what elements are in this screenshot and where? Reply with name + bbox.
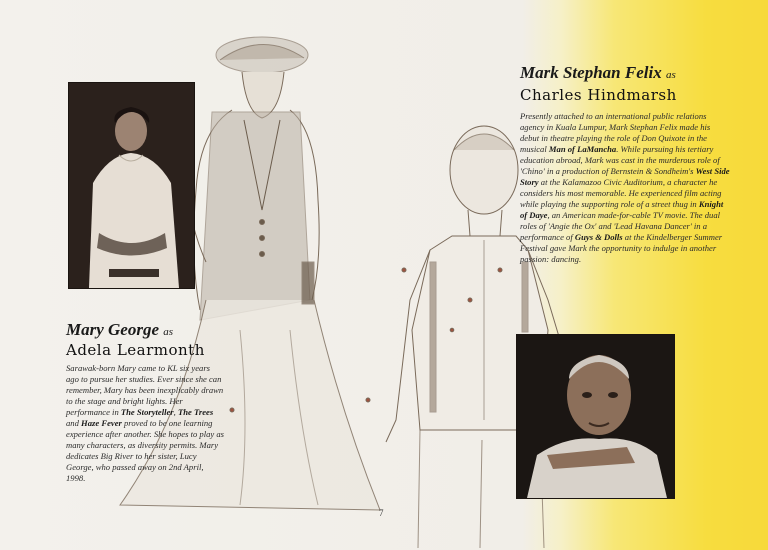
bio-text: Sarawak-born Mary came to KL six years ago to pursue her studies. Ever since she can remember, Mary has been inexplicably drawn to the stage and bright lights. Her performance in xyxy=(66,363,224,417)
mark-role-name: Charles Hindmarsh xyxy=(520,86,677,104)
mark-biography xyxy=(520,111,730,265)
show-title: West Side Story xyxy=(520,166,730,187)
mary-biography xyxy=(66,363,224,484)
show-title: Knight of Daye xyxy=(520,199,724,220)
show-title: The Trees xyxy=(177,407,214,417)
show-title: Man of LaMancha xyxy=(548,144,617,154)
show-title: Guys & Dolls xyxy=(574,232,623,242)
mary-role-name: Adela Learmonth xyxy=(66,341,205,359)
bio-text: . While pursuing his tertiary education abroad, Mark was cast in the murderous role of 'Chino' in a production of Bernstein & Sondheim's xyxy=(520,144,720,176)
mary-as-label: as xyxy=(163,326,174,338)
bio-text: , xyxy=(173,407,178,417)
show-title: The Storyteller xyxy=(120,407,174,417)
bio-text: at the Kalamazoo Civic Auditorium, a character he considers his most memorable. He experienced film acting while playing the supporting role of a street thug in xyxy=(520,177,722,209)
bio-text: at the Kindelberger Summer Festival gave Mark the opportunity to indulge in another passion: dancing. xyxy=(520,232,723,264)
bio-text: and xyxy=(66,418,82,428)
mark-name: Mark Stephan Felix xyxy=(520,63,662,82)
show-title: Haze Fever xyxy=(81,418,122,428)
mary-george-photo xyxy=(68,82,195,289)
bio-text: Presently attached to an international public relations agency in Kuala Lumpur, Mark Stephan Felix made his debut in theatre playing the role of Don Quixote in the musical xyxy=(520,111,711,154)
mark-portrait-image xyxy=(517,335,674,498)
mary-name-heading xyxy=(66,320,173,340)
mary-name: Mary George xyxy=(66,320,160,339)
mark-name-heading xyxy=(520,63,676,83)
bio-text: , an American made-for-cable TV movie. The dual roles of 'Angie the Ox' and 'Lead Havana Dancer' in a performance of xyxy=(520,210,721,242)
mark-as-label: as xyxy=(665,69,676,81)
page-number: 7 xyxy=(379,508,384,518)
bio-text: proved to be one learning experience after another. She hopes to play as many characters, as diversity permits. Mary dedicates Big River to her sister, Lucy George, who passed away on 2nd April, 1998. xyxy=(66,418,224,483)
mary-portrait-image xyxy=(69,83,194,288)
mark-stephan-felix-photo xyxy=(516,334,675,499)
